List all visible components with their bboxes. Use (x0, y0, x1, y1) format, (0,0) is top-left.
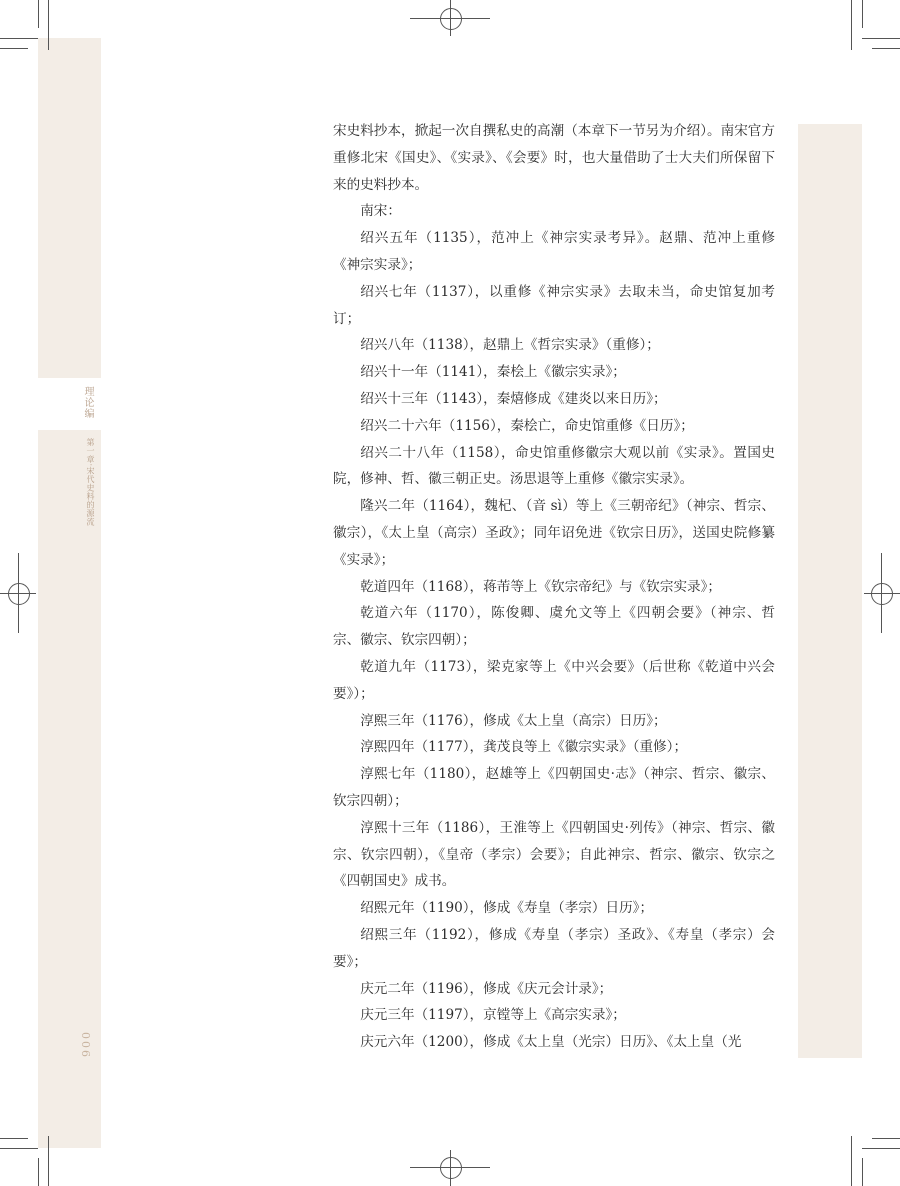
paragraph: 绍兴八年（1138），赵鼎上《哲宗实录》（重修）； (360, 337, 660, 354)
paragraph: 绍兴七年（1137），以重修《神宗实录》去取未当，命史馆复加考订； (333, 283, 775, 327)
paragraph: 绍兴二十六年（1156），秦桧亡，命史馆重修《日历》； (360, 417, 694, 434)
paragraph: 庆元六年（1200），修成《太上皇（光宗）日历》、《太上皇（光 (360, 1034, 742, 1051)
paragraph: 南宋： (360, 203, 401, 220)
paragraph: 淳熙十三年（1186），王淮等上《四朝国史·列传》（神宗、哲宗、徽宗、钦宗四朝），《皇帝（孝宗）会要》；自此神宗、哲宗、徽宗、钦宗之《四朝国史》成书。 (333, 819, 775, 890)
paragraph: 绍兴五年（1135），范冲上《神宗实录考异》。赵鼎、范冲上重修《神宗实录》； (333, 230, 775, 273)
paragraph: 庆元三年（1197），京镗等上《高宗实录》； (360, 1007, 626, 1024)
paragraph: 乾道九年（1173），梁克家等上《中兴会要》（后世称《乾道中兴会要》）； (333, 658, 775, 702)
section-label: 理论编 (82, 386, 93, 419)
paragraph: 淳熙三年（1176），修成《太上皇（高宗）日历》； (360, 712, 667, 729)
paragraph: 绍熙三年（1192），修成《寿皇（孝宗）圣政》、《寿皇（孝宗）会要》； (333, 926, 775, 970)
paragraph: 宋史料抄本，掀起一次自撰私史的高潮（本章下一节另为介绍）。南宋官方重修北宋《国史》、《实录》、《会要》时，也大量借助了士大夫们所保留下来的史料抄本。 (333, 123, 775, 193)
left-margin-strip (38, 38, 101, 1148)
paragraph: 绍兴十一年（1141），秦桧上《徽宗实录》； (360, 364, 626, 381)
main-text (333, 118, 775, 1056)
paragraph: 绍兴二十八年（1158），命史馆重修徽宗大观以前《实录》。置国史院，修神、哲、徽三朝正史。汤思退等上重修《徽宗实录》。 (333, 444, 775, 488)
paragraph: 绍熙元年（1190），修成《寿皇（孝宗）日历》； (360, 900, 654, 917)
paragraph: 乾道四年（1168），蒋芾等上《钦宗帝纪》与《钦宗实录》； (360, 578, 722, 595)
right-margin-strip (798, 124, 862, 1058)
paragraph: 隆兴二年（1164），魏杞、（音 sì）等上《三朝帝纪》（神宗、哲宗、徽宗），《太上皇（高宗）圣政》；同年诏免进《钦宗日历》，送国史院修纂《实录》； (333, 498, 775, 568)
page-number: 006 (79, 1032, 92, 1059)
chapter-label: 第一章·宋代史料的源流 (86, 438, 95, 527)
paragraph: 庆元二年（1196），修成《庆元会计录》； (360, 980, 613, 997)
paragraph: 绍兴十三年（1143），秦熺修成《建炎以来日历》； (360, 390, 667, 407)
paragraph: 淳熙四年（1177），龚茂良等上《徽宗实录》（重修）； (360, 739, 688, 756)
paragraph: 乾道六年（1170），陈俊卿、虞允文等上《四朝会要》（神宗、哲宗、徽宗、钦宗四朝）； (333, 605, 775, 649)
paragraph: 淳熙七年（1180），赵雄等上《四朝国史·志》（神宗、哲宗、徽宗、钦宗四朝）； (333, 766, 775, 809)
